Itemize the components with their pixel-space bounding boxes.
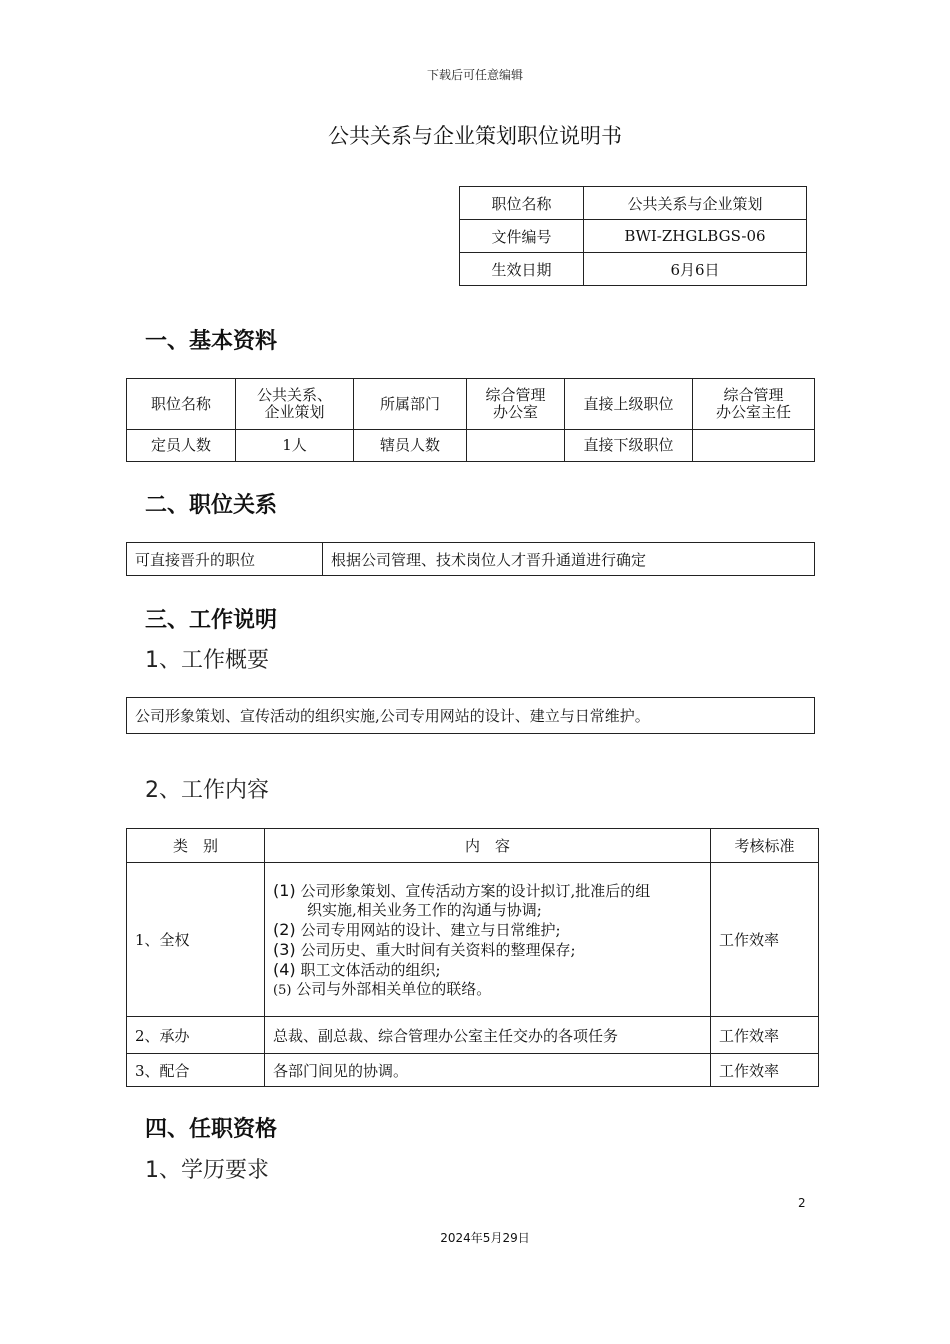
content-cell: 各部门间见的协调。 [265,1054,711,1087]
meta-row [460,187,807,220]
table-cell: 直接上级职位 [565,379,693,430]
standard-cell: 工作效率 [711,1054,819,1087]
summary-table [126,697,815,734]
section-heading: 二、职位关系 [145,493,278,518]
footer-date: 2024年5月29日 [440,1231,530,1245]
table-row [127,430,815,462]
list-item: (5) 公司与外部相关单位的联络。 [273,980,492,998]
table-row [127,543,815,576]
section-heading: 四、任职资格 [145,1117,278,1142]
table-cell: 职位名称 [127,379,236,430]
relation-label: 可直接晋升的职位 [127,543,323,576]
table-row [127,698,815,734]
category-cell: 3、配合 [127,1054,265,1087]
table-cell: 1人 [236,430,354,462]
section-heading: 一、基本资料 [145,329,278,354]
page-number: 2 [798,1196,806,1210]
list-item: (3) 公司历史、重大时间有关资料的整理保存; [273,940,576,959]
work-content-table [126,828,819,1087]
table-row [127,1017,819,1054]
subsection-heading: 1、学历要求 [145,1158,269,1183]
work-summary: 公司形象策划、宣传活动的组织实施,公司专用网站的设计、建立与日常维护。 [127,698,815,734]
table-cell: 定员人数 [127,430,236,462]
subsection-heading: 1、工作概要 [145,648,269,673]
relation-table [126,542,815,576]
table-cell: 所属部门 [354,379,467,430]
table-cell: 公共关系、 企业策划 [236,379,354,430]
document-title: 公共关系与企业策划职位说明书 [328,124,622,148]
meta-value: 6月6日 [584,253,807,286]
meta-value: BWI-ZHGLBGS-06 [584,220,807,253]
list-item: (2) 公司专用网站的设计、建立与日常维护; [273,920,561,939]
table-cell [693,430,815,462]
table-header-row [127,829,819,863]
meta-row [460,220,807,253]
table-cell [467,430,565,462]
meta-label: 生效日期 [460,253,584,286]
content-cell [265,863,711,1017]
table-cell: 直接下级职位 [565,430,693,462]
table-row [127,1054,819,1087]
meta-label: 文件编号 [460,220,584,253]
header-note: 下载后可任意编辑 [426,68,523,82]
basic-info-table [126,378,815,462]
meta-row [460,253,807,286]
table-cell: 综合管理 办公室 [467,379,565,430]
category-cell: 2、承办 [127,1017,265,1054]
section-heading: 三、工作说明 [145,608,278,633]
table-cell: 辖员人数 [354,430,467,462]
table-row [127,379,815,430]
list-item: (1) 公司形象策划、宣传活动方案的设计拟订,批准后的组 [273,881,651,900]
column-header: 类 别 [127,829,265,863]
meta-label: 职位名称 [460,187,584,220]
list-item: (4) 职工文体活动的组织; [273,960,441,979]
relation-value: 根据公司管理、技术岗位人才晋升通道进行确定 [323,543,815,576]
meta-table [459,186,807,286]
table-cell: 综合管理 办公室主任 [693,379,815,430]
column-header: 考核标准 [711,829,819,863]
meta-value: 公共关系与企业策划 [584,187,807,220]
table-row [127,863,819,1017]
standard-cell: 工作效率 [711,1017,819,1054]
content-cell: 总裁、副总裁、综合管理办公室主任交办的各项任务 [265,1017,711,1054]
category-cell: 1、全权 [127,863,265,1017]
column-header: 内 容 [265,829,711,863]
standard-cell: 工作效率 [711,863,819,1017]
list-item: 织实施,相关业务工作的沟通与协调; [307,901,542,919]
subsection-heading: 2、工作内容 [145,778,269,803]
